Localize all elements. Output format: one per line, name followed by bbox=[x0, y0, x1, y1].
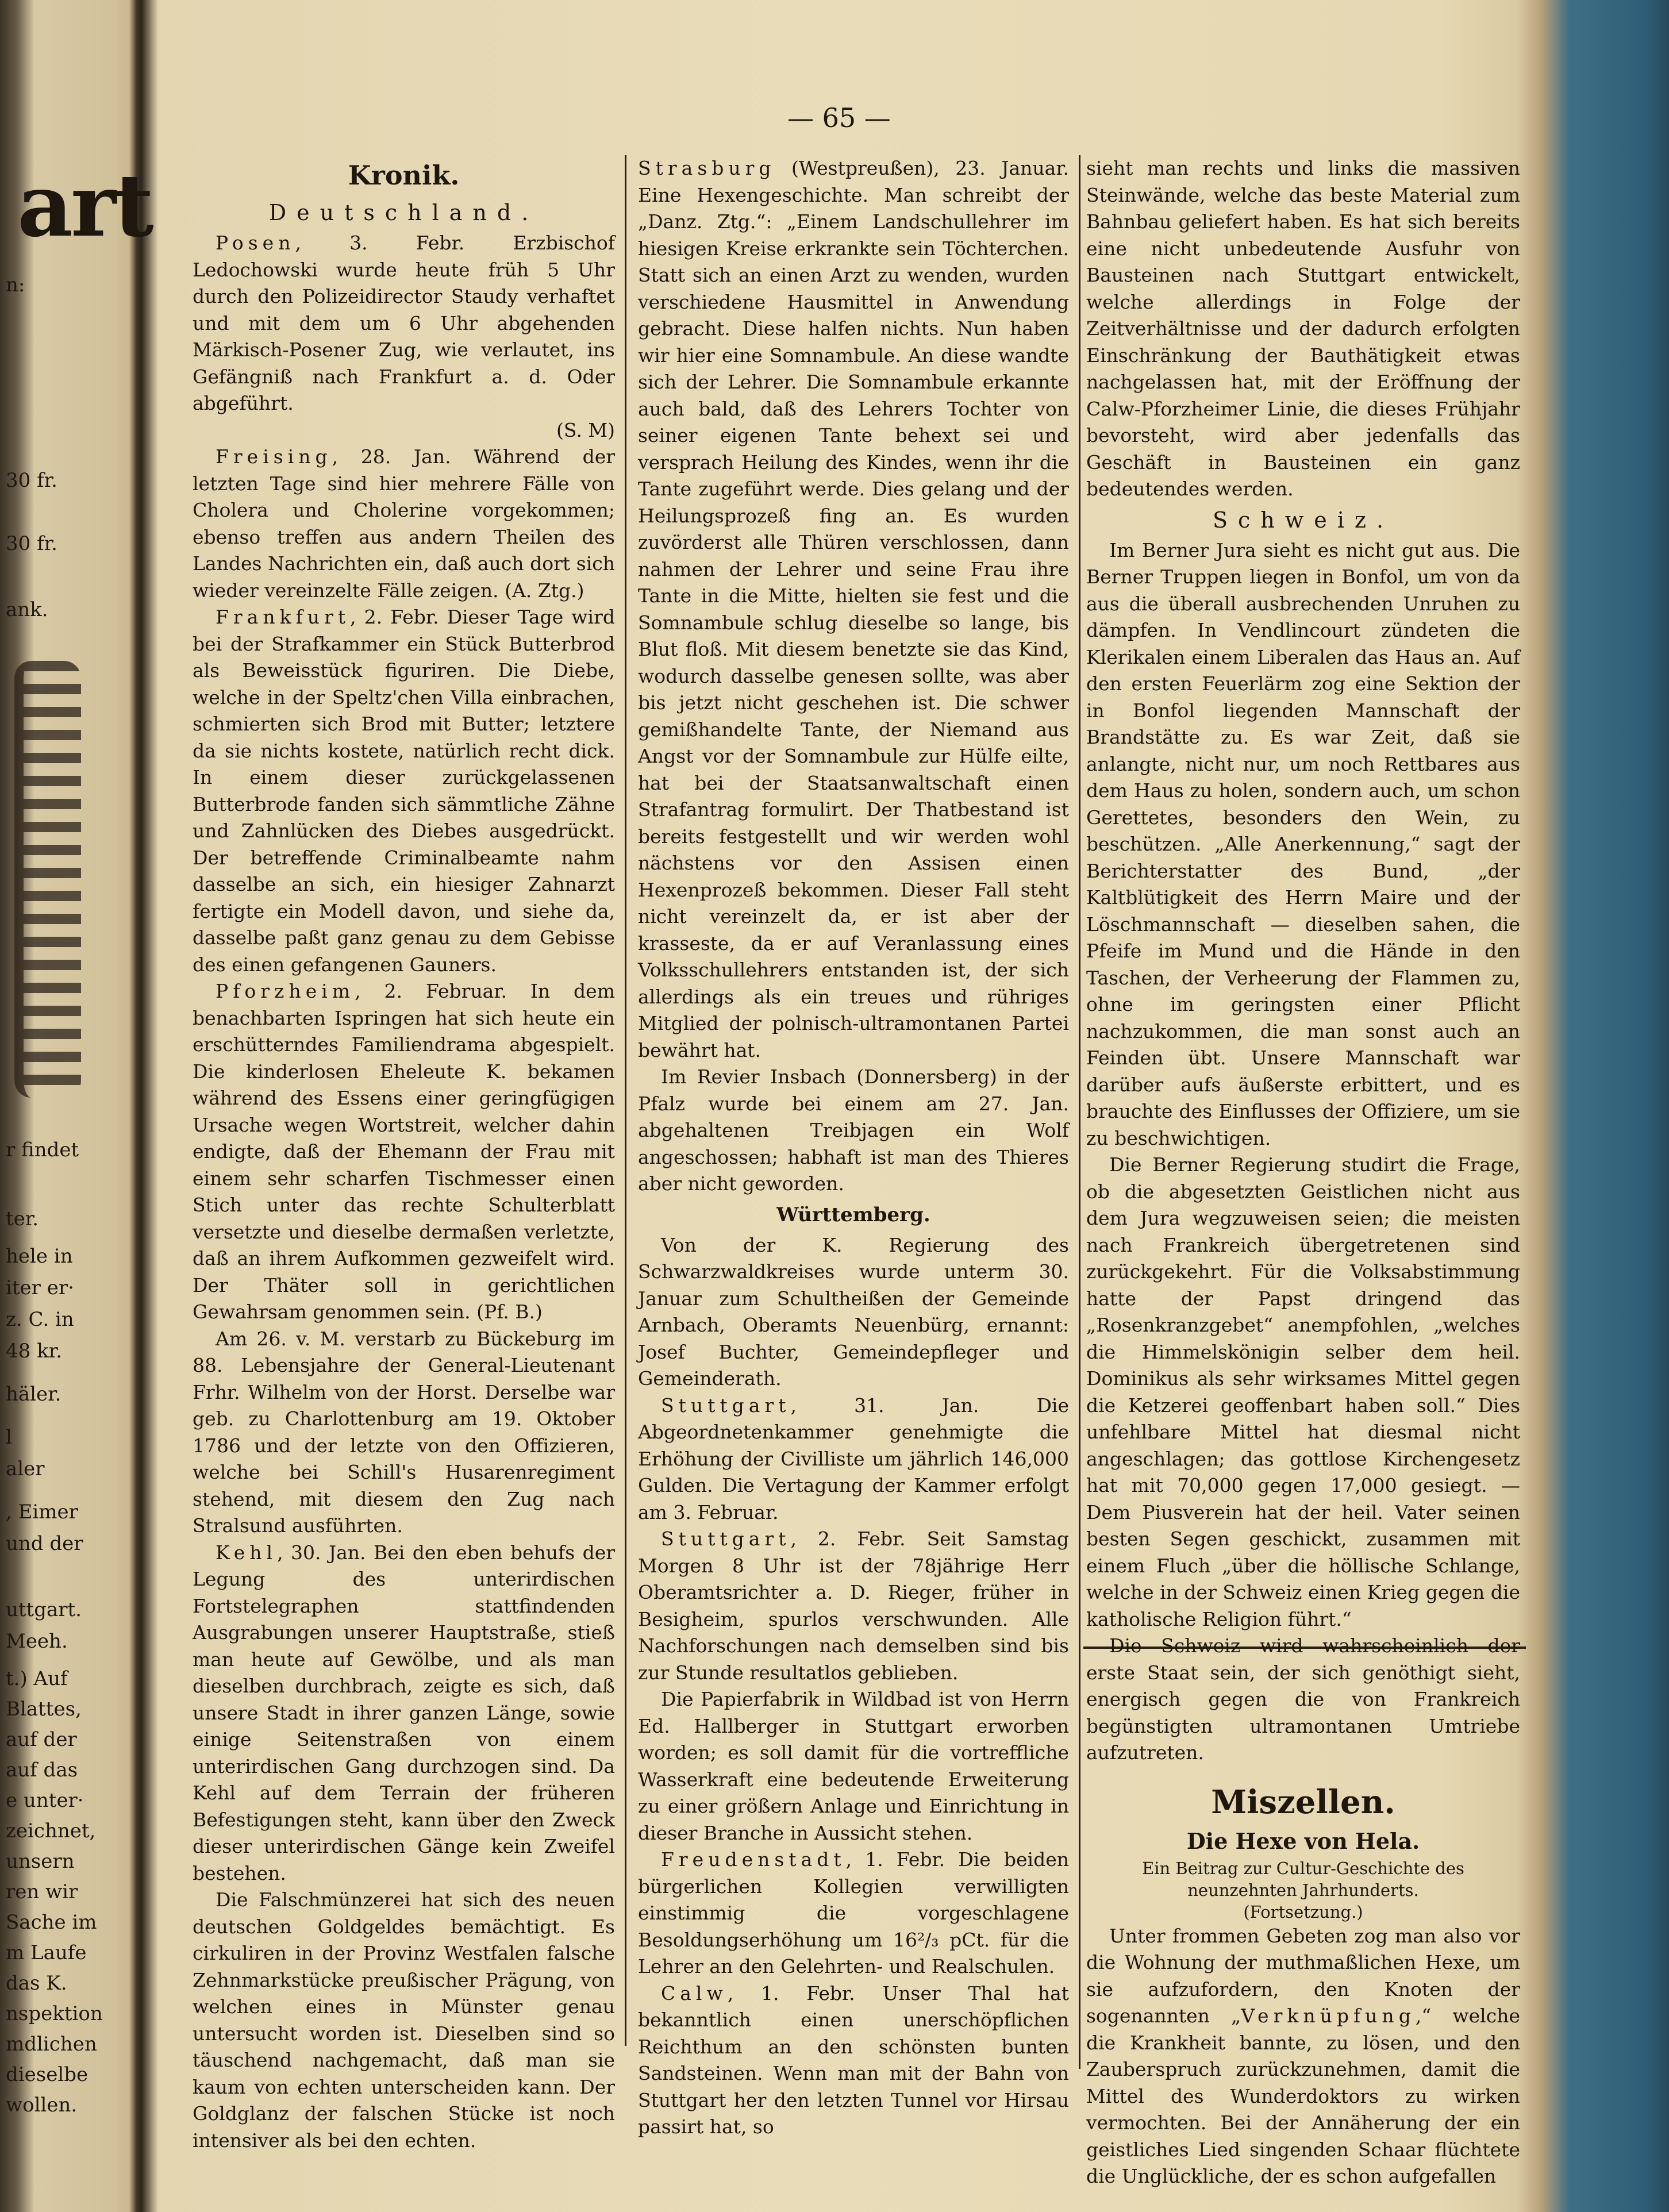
left-fragment-line: 30 fr. bbox=[6, 469, 57, 492]
left-fragment-line: nspektion bbox=[6, 2002, 103, 2025]
left-fragment-line: mdlichen bbox=[6, 2033, 97, 2056]
left-fragment-line: unsern bbox=[6, 1850, 75, 1873]
story-subtitle: Ein Beitrag zur Cultur-Geschichte des neunzehnten Jahrhunderts. bbox=[1142, 1858, 1464, 1900]
left-fragment-line: , Eimer bbox=[6, 1501, 78, 1524]
section-heading: Kronik. bbox=[348, 160, 460, 191]
left-fragment-line: dieselbe bbox=[6, 2063, 89, 2086]
article-kehl: Kehl, 30. Jan. Bei den eben behufs der Legung des unterirdischen Fortstelegraphen stattfindenden Ausgrabungen unserer Hauptstraße, stieß man heute auf Gewölbe, und als man dieselben durchbrach, zeigte es sich, daß unsere Stadt in ihrer ganzen Länge, sowie einige Seitenstraßen von einem unterirdischen Gang durchzogen sind. Da Kehl auf dem Terrain der früheren Befestigungen steht, kann über den Zweck dieser unterirdischen Gänge kein Zweifel bestehen. bbox=[193, 1541, 615, 1884]
article-calw-continued: sieht man rechts und links die massiven Steinwände, welche das beste Material zum Bahnbau geliefert haben. Es hat sich bereits eine nicht unbedeutende Ausfuhr von Bausteinen nach Stuttgart entwickelt, welche allerdings in Folge der Zeitverhältnisse und der dadurch erfolgten Einschränkung der Bauthätigkeit etwas nachgelassen hat, mit der Eröffnung der Calw-Pforzheimer Linie, die dieses Frühjahr bevorsteht, wird aber jedenfalls das Geschäft in Bausteinen ein ganz bedeutendes werden. bbox=[1086, 157, 1520, 500]
left-fragment-line: Blattes, bbox=[6, 1698, 82, 1721]
article-calw: Calw, 1. Febr. Unser Thal hat bekanntlich einen unerschöpflichen Reichthum an den schönsten bunten Sandsteinen. Wenn man mit der Bahn von Stuttgart her den letzten Tunnel vor Hirsau passirt hat, so bbox=[638, 1982, 1069, 2138]
article-strasburg: Strasburg (Westpreußen), 23. Januar. Eine Hexengeschichte. Man schreibt der „Danz. Ztg.“: „Einem Landschullehrer im hiesigen Kreise erkrankte sein Töchterchen. Statt sich an einen Arzt zu wenden, wurden verschiedene Hausmittel in Anwendung gebracht. Diese halfen nichts. Nun haben wir hier eine Somnambule. An diese wandte sich der Lehrer. Die Somnambule erkannte auch bald, daß des Lehrers Tochter von seiner eigenen Tante behext sei und versprach Heilung des Kindes, wenn ihr die Tante zugeführt werde. Dies gelang und der Heilungsprozeß fing an. Es wurden zuvörderst alle Thüren verschlossen, dann nahmen der Lehrer und seine Frau ihre Tante in die Mitte, hielten sie fest und die Somnambule schlug dieselbe so lange, bis Blut floß. Mit diesem benetzte sie das Kind, wodurch dasselbe genesen sollte, was aber bis jetzt nicht geschehen ist. Die schwer gemißhandelte Tante, der Niemand aus Angst vor der Somnambule zur Hülfe eilte, hat bei der Staatsanwaltschaft einen Strafantrag formulirt. Der Thatbestand ist bereits festgestellt und wir werden wohl nächstens vor den Assisen einen Hexenprozeß bekommen. Dieser Fall steht nicht vereinzelt da, er ist aber der krasseste, da er auf Veranlassung eines Volksschullehrers entstanden ist, der sich allerdings als ein treues und rühriges Mitglied der polnisch-ultramontanen Partei bewährt hat. bbox=[638, 157, 1069, 1061]
article-insbach: Im Revier Insbach (Donnersberg) in der Pfalz wurde bei einem am 27. Jan. abgehaltenen Treibjagen ein Wolf angeschossen; habhaft ist man des Thieres aber nicht geworden. bbox=[638, 1065, 1069, 1195]
miszellen-heading: Miszellen. bbox=[1211, 1783, 1395, 1821]
left-fragment-line: ren wir bbox=[6, 1880, 78, 1903]
left-fragment-line: iter er· bbox=[6, 1276, 74, 1299]
left-fragment-line: das K. bbox=[6, 1972, 67, 1995]
left-fragment-line: hele in bbox=[6, 1245, 73, 1268]
left-page-fragment bbox=[0, 0, 152, 2212]
left-fragment-line: ank. bbox=[6, 598, 48, 621]
left-fragment-line: zeichnet, bbox=[6, 1819, 96, 1842]
left-fragment-line: r findet bbox=[6, 1138, 79, 1161]
column-rule-2 bbox=[1079, 155, 1080, 2069]
wuerttemberg-heading: Württemberg. bbox=[776, 1203, 930, 1226]
column-3 bbox=[1086, 155, 1520, 2190]
left-fragment-line: 48 kr. bbox=[6, 1340, 62, 1363]
article-freising: Freising, 28. Jan. Während der letzten Tage sind hier mehrere Fälle von Cholera und Cholerine vorgekommen; ebenso treffen aus andern Theilen des Landes Nachrichten ein, daß auch dort sich wieder vereinzelte Fälle zeigen. (A. Ztg.) bbox=[193, 445, 615, 602]
left-fragment-line: m Laufe bbox=[6, 1941, 87, 1964]
left-fragment-line: auf das bbox=[6, 1759, 78, 1782]
left-fragment-line: wollen. bbox=[6, 2094, 78, 2117]
story-text: Unter frommen Gebeten zog man also vor die Wohnung der muthmaßlichen Hexe, um sie aufzufordern, den Knoten der sogenannten „Verknüpfung,“ welche die Krankheit bannte, zu lösen, und den Zauberspruch zurückzunehmen, damit die Mittel des Wunderdoktors zu wirken vermochten. Bei der Annäherung der ein geistliches Lied singenden Schaar flüchtete die Unglückliche, der es schon aufgefallen bbox=[1086, 1924, 1520, 2187]
left-fragment-line: und der bbox=[6, 1532, 83, 1555]
ornament-border bbox=[14, 661, 81, 1098]
left-fragment-line: Sache im bbox=[6, 1911, 97, 1934]
masthead-fragment: art bbox=[17, 155, 152, 256]
left-fragment-line: Meeh. bbox=[6, 1630, 68, 1653]
left-fragment-line: häler. bbox=[6, 1383, 61, 1406]
article-schwarzwald: Von der K. Regierung des Schwarzwaldkreises wurde unterm 30. Januar zum Schultheißen der Gemeinde Arnbach, Oberamts Neuenbürg, ernannt: Josef Buchter, Gemeindepfleger und Gemeinderath. bbox=[638, 1233, 1069, 1390]
story-title: Die Hexe von Hela. bbox=[1186, 1828, 1420, 1854]
article-frankreich: Die Schweiz wird wahrscheinlich der erste Staat sein, der sich genöthigt sieht, energisch gegen die von Frankreich begünstigten ultramontanen Umtriebe aufzutreten. bbox=[1086, 1634, 1520, 1764]
country-heading-schweiz: Schweiz. bbox=[1212, 507, 1394, 533]
article-frankfurt: Frankfurt, 2. Febr. Dieser Tage wird bei der Strafkammer ein Stück Butterbrod als Beweisstück figuriren. Die Diebe, welche in der Speltz'chen Villa einbrachen, schmierten sich Brod mit Butter; letztere da sie nichts kostete, natürlich recht dick. In einem dieser zurückgelassenen Butterbrode fanden sich sämmtliche Zähne und Zahnlücken des Diebes ausgedrückt. Der betreffende Criminalbeamte nahm dasselbe an sich, ein hiesiger Zahnarzt fertigte ein Modell davon, und siehe da, dasselbe paßt ganz genau zu dem Gebisse des einen gefangenen Gauners. bbox=[193, 606, 615, 976]
left-fragment-line: t.) Auf bbox=[6, 1667, 68, 1690]
column-rule-1 bbox=[625, 155, 626, 2046]
article-stuttgart-2: Stuttgart, 2. Febr. Seit Samstag Morgen 8 Uhr ist der 78jährige Herr Oberamtsrichter a. D. Rieger, früher in Besigheim, spurlos verschwunden. Alle Nachforschungen nach demselben sind bis zur Stunde resultatlos geblieben. bbox=[638, 1528, 1069, 1684]
article-wildbad: Die Papierfabrik in Wildbad ist von Herrn Ed. Hallberger in Stuttgart erworben worden; es soll damit für die vortreffliche Wasserkraft eine bedeutende Erweiterung zu einer größern Anlage und Einrichtung in dieser Branche in Aussicht stehen. bbox=[638, 1688, 1069, 1844]
left-fragment-line: auf der bbox=[6, 1728, 77, 1751]
article-berner-jura: Im Berner Jura sieht es nicht gut aus. Die Berner Truppen liegen in Bonfol, um von da aus die überall ausbrechenden Unruhen zu dämpfen. In Vendlincourt zündeten die Klerikalen einem Liberalen das Haus an. Auf den ersten Feuerlärm zog eine Sektion der in Bonfol liegenden Mannschaft der Brandstätte zu. Es war Zeit, daß sie anlangte, nicht nur, um noch Rettbares aus dem Haus zu holen, sondern auch, um schon Gerettetes, besonders den Wein, zu beschützen. „Alle Anerkennung,“ sagt der Berichterstatter des Bund, „der Kaltblütigkeit des Herrn Maire und der Löschmannschaft — dieselben sahen, die Pfeife im Mund und die Hände in den Taschen, der Verheerung der Flammen zu, ohne im geringsten einer Pflicht nachzukommen, die man sonst auch an Feinden übt. Unsere Mannschaft war darüber aufs äußerste erbittert, und es brauchte des Einflusses der Offiziere, um sie zu beschwichtigen. bbox=[1086, 538, 1520, 1149]
country-heading: Deutschland. bbox=[268, 200, 539, 225]
article-freudenstadt: Freudenstadt, 1. Febr. Die beiden bürgerlichen Kollegien verwilligten einstimmig die vorgeschlagene Besoldungserhöhung um 16²/₃ pCt. für die Lehrer an den Gelehrten- und Realschulen. bbox=[638, 1848, 1069, 1978]
left-fragment-line: l bbox=[6, 1426, 12, 1449]
article-pforzheim: Pforzheim, 2. Februar. In dem benachbarten Ispringen hat sich heute ein erschütterndes Familiendrama abgespielt. Die kinderlosen Eheleute K. bekamen während des Essens einer geringfügigen Ursache wegen Wortstreit, welcher dahin endigte, daß der Ehemann der Frau mit einem sehr scharfen Tischmesser einen Stich unter das rechte Schulterblatt versetzte und dieselbe dermaßen verletzte, daß an ihrem Aufkommen gezweifelt wird. Der Thäter soll in gerichtlichen Gewahrsam genommen sein. (Pf. B.) bbox=[193, 980, 615, 1323]
left-fragment-line: 30 fr. bbox=[6, 532, 57, 555]
article-falschmuenzerei: Die Falschmünzerei hat sich des neuen deutschen Goldgeldes bemächtigt. Es cirkuliren in der Provinz Westfalen falsche Zehnmarkstücke preußischer Prägung, von welchen eines in Münster genau untersucht worden ist. Dieselben sind so täuschend nachgemacht, daß man sie kaum von echten unterscheiden kann. Der Goldglanz der falschen Stücke ist noch intensiver als bei den echten. bbox=[193, 1888, 615, 2152]
left-fragment-line: e unter· bbox=[6, 1789, 84, 1812]
article-berner-regierung: Die Berner Regierung studirt die Frage, ob die abgesetzten Geistlichen nicht aus dem Jura wegzuweisen seien; die meisten nach Frankreich übergetretenen sind zurückgekehrt. Für die Volksabstimmung hatte der Papst dringend das „Rosenkranzgebet“ anempfohlen, „welches die Himmelskönigin selber dem heil. Dominikus als sehr wirksames Mittel gegen die Ketzerei geoffenbart haben soll.“ Dies unfehlbare Mittel hat diesmal nicht angeschlagen; das gottlose Kirchengesetz hat mit 70,000 gegen 17,000 gesiegt. — Dem Piusverein hat der heil. Vater seinen besten Segen geschickt, zusammen mit einem Fluch „über die höllische Schlange, welche in der Schweiz einen Krieg gegen die katholische Religion führt.“ bbox=[1086, 1153, 1520, 1630]
article-horst: Am 26. v. M. verstarb zu Bückeburg im 88. Lebensjahre der General-Lieutenant Frhr. Wilhelm von der Horst. Derselbe war geb. zu Charlottenburg am 19. Oktober 1786 und der letzte von den Offizieren, welche bei Schill's Husarenregiment stehend, mit diesem den Zug nach Stralsund ausführten. bbox=[193, 1327, 615, 1537]
source-posen: (S. M) bbox=[556, 418, 615, 441]
left-fragment-line: n: bbox=[6, 274, 25, 297]
left-fragment-line: uttgart. bbox=[6, 1598, 82, 1621]
article-stuttgart-1: Stuttgart, 31. Jan. Die Abgeordnetenkammer genehmigte die Erhöhung der Civilliste um jährlich 146,000 Gulden. Die Vertagung der Kammer erfolgt am 3. Februar. bbox=[638, 1394, 1069, 1524]
page-number: — 65 — bbox=[787, 102, 891, 133]
left-fragment-line: z. C. in bbox=[6, 1308, 74, 1331]
article-posen: Posen, 3. Febr. Erzbischof Ledochowski wurde heute früh 5 Uhr durch den Polizeidirector Staudy verhaftet und mit dem um 6 Uhr abgehenden Märkisch-Posener Zug, wie verlautet, ins Gefängniß nach Frankfurt a. d. Oder abgeführt. bbox=[193, 232, 615, 414]
left-fragment-line: ter. bbox=[6, 1207, 39, 1230]
column-2 bbox=[638, 155, 1069, 2141]
left-fragment-line: aler bbox=[6, 1457, 45, 1480]
story-continuation-note: (Fortsetzung.) bbox=[1243, 1902, 1363, 1922]
column-1 bbox=[193, 155, 615, 2154]
